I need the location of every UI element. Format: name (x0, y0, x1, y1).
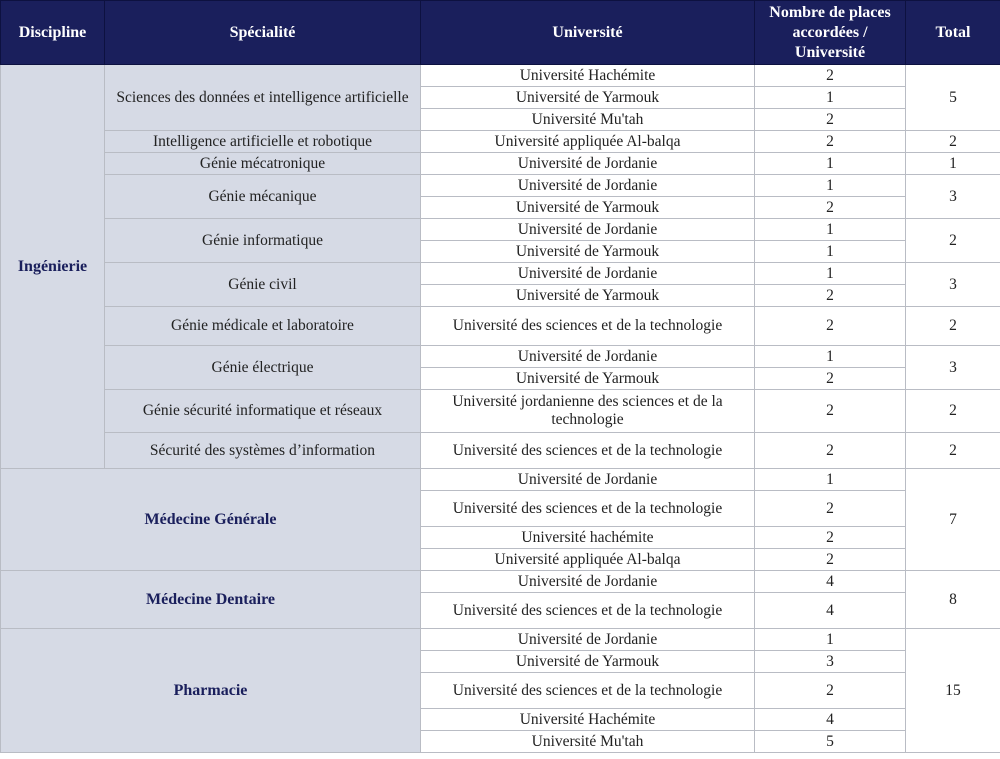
universite-cell: Université des sciences et de la technologie (421, 433, 755, 469)
specialite-cell: Génie électrique (105, 346, 421, 390)
places-cell: 1 (755, 87, 906, 109)
universite-cell: Université Mu'tah (421, 731, 755, 753)
universite-cell: Université de Jordanie (421, 263, 755, 285)
table-row (1, 390, 1000, 433)
universite-cell: Université appliquée Al-balqa (421, 131, 755, 153)
table-row (1, 219, 1000, 241)
specialite-cell: Génie médicale et laboratoire (105, 307, 421, 346)
total-cell: 2 (906, 219, 1000, 263)
table-row (1, 469, 1000, 491)
discipline-cell: Médecine Générale (1, 469, 421, 571)
table-row (1, 346, 1000, 368)
universite-cell: Université appliquée Al-balqa (421, 549, 755, 571)
places-cell: 3 (755, 651, 906, 673)
table-row (1, 307, 1000, 346)
universite-cell: Université des sciences et de la technologie (421, 673, 755, 709)
table-row (1, 571, 1000, 593)
discipline-cell: Ingénierie (1, 65, 105, 469)
universite-cell: Université Mu'tah (421, 109, 755, 131)
universite-cell: Université des sciences et de la technologie (421, 307, 755, 346)
table-row (1, 153, 1000, 175)
places-cell: 2 (755, 197, 906, 219)
total-cell: 5 (906, 65, 1000, 131)
specialite-cell: Génie informatique (105, 219, 421, 263)
places-cell: 2 (755, 368, 906, 390)
table-row (1, 263, 1000, 285)
table-row (1, 175, 1000, 197)
total-cell: 2 (906, 433, 1000, 469)
universite-cell: Université des sciences et de la technologie (421, 491, 755, 527)
universite-cell: Université de Yarmouk (421, 651, 755, 673)
places-cell: 5 (755, 731, 906, 753)
table-row (1, 433, 1000, 469)
places-cell: 1 (755, 241, 906, 263)
universite-cell: Université hachémite (421, 527, 755, 549)
header-universite: Université (421, 1, 755, 65)
specialite-cell: Génie civil (105, 263, 421, 307)
header-total: Total (906, 1, 1000, 65)
specialite-cell: Intelligence artificielle et robotique (105, 131, 421, 153)
places-cell: 1 (755, 469, 906, 491)
header-row (1, 1, 1000, 65)
places-cell: 2 (755, 433, 906, 469)
table-row (1, 131, 1000, 153)
universite-cell: Université de Jordanie (421, 469, 755, 491)
universite-cell: Université de Yarmouk (421, 241, 755, 263)
header-discipline: Discipline (1, 1, 105, 65)
places-cell: 1 (755, 263, 906, 285)
total-cell: 1 (906, 153, 1000, 175)
universite-cell: Université de Jordanie (421, 175, 755, 197)
total-cell: 7 (906, 469, 1000, 571)
universite-cell: Université de Yarmouk (421, 87, 755, 109)
places-cell: 2 (755, 491, 906, 527)
places-cell: 2 (755, 527, 906, 549)
table-row (1, 65, 1000, 87)
header-places: Nombre de places accordées / Université (755, 1, 906, 65)
total-cell: 2 (906, 307, 1000, 346)
places-cell: 4 (755, 593, 906, 629)
universite-cell: Université Hachémite (421, 65, 755, 87)
universite-cell: Université de Yarmouk (421, 368, 755, 390)
specialite-cell: Sécurité des systèmes d’information (105, 433, 421, 469)
discipline-cell: Médecine Dentaire (1, 571, 421, 629)
places-cell: 1 (755, 219, 906, 241)
total-cell: 2 (906, 390, 1000, 433)
universite-cell: Université des sciences et de la technologie (421, 593, 755, 629)
specialite-cell: Sciences des données et intelligence artificielle (105, 65, 421, 131)
places-cell: 1 (755, 346, 906, 368)
places-cell: 2 (755, 285, 906, 307)
places-cell: 2 (755, 549, 906, 571)
places-cell: 2 (755, 109, 906, 131)
table-row (1, 629, 1000, 651)
specialite-cell: Génie sécurité informatique et réseaux (105, 390, 421, 433)
universite-cell: Université de Yarmouk (421, 197, 755, 219)
places-cell: 2 (755, 131, 906, 153)
universite-cell: Université de Jordanie (421, 346, 755, 368)
places-cell: 2 (755, 673, 906, 709)
places-cell: 1 (755, 629, 906, 651)
universite-cell: Université de Jordanie (421, 219, 755, 241)
header-specialite: Spécialité (105, 1, 421, 65)
universite-cell: Université Hachémite (421, 709, 755, 731)
discipline-cell: Pharmacie (1, 629, 421, 753)
total-cell: 2 (906, 131, 1000, 153)
places-cell: 1 (755, 175, 906, 197)
universite-cell: Université de Jordanie (421, 571, 755, 593)
places-cell: 1 (755, 153, 906, 175)
universite-cell: Université de Yarmouk (421, 285, 755, 307)
universite-cell: Université de Jordanie (421, 629, 755, 651)
places-cell: 2 (755, 307, 906, 346)
specialite-cell: Génie mécanique (105, 175, 421, 219)
total-cell: 3 (906, 263, 1000, 307)
total-cell: 3 (906, 175, 1000, 219)
universite-cell: Université jordanienne des sciences et de la technologie (421, 390, 755, 433)
universite-cell: Université de Jordanie (421, 153, 755, 175)
places-cell: 4 (755, 571, 906, 593)
total-cell: 15 (906, 629, 1000, 753)
total-cell: 8 (906, 571, 1000, 629)
places-cell: 2 (755, 65, 906, 87)
specialite-cell: Génie mécatronique (105, 153, 421, 175)
places-cell: 2 (755, 390, 906, 433)
places-cell: 4 (755, 709, 906, 731)
total-cell: 3 (906, 346, 1000, 390)
